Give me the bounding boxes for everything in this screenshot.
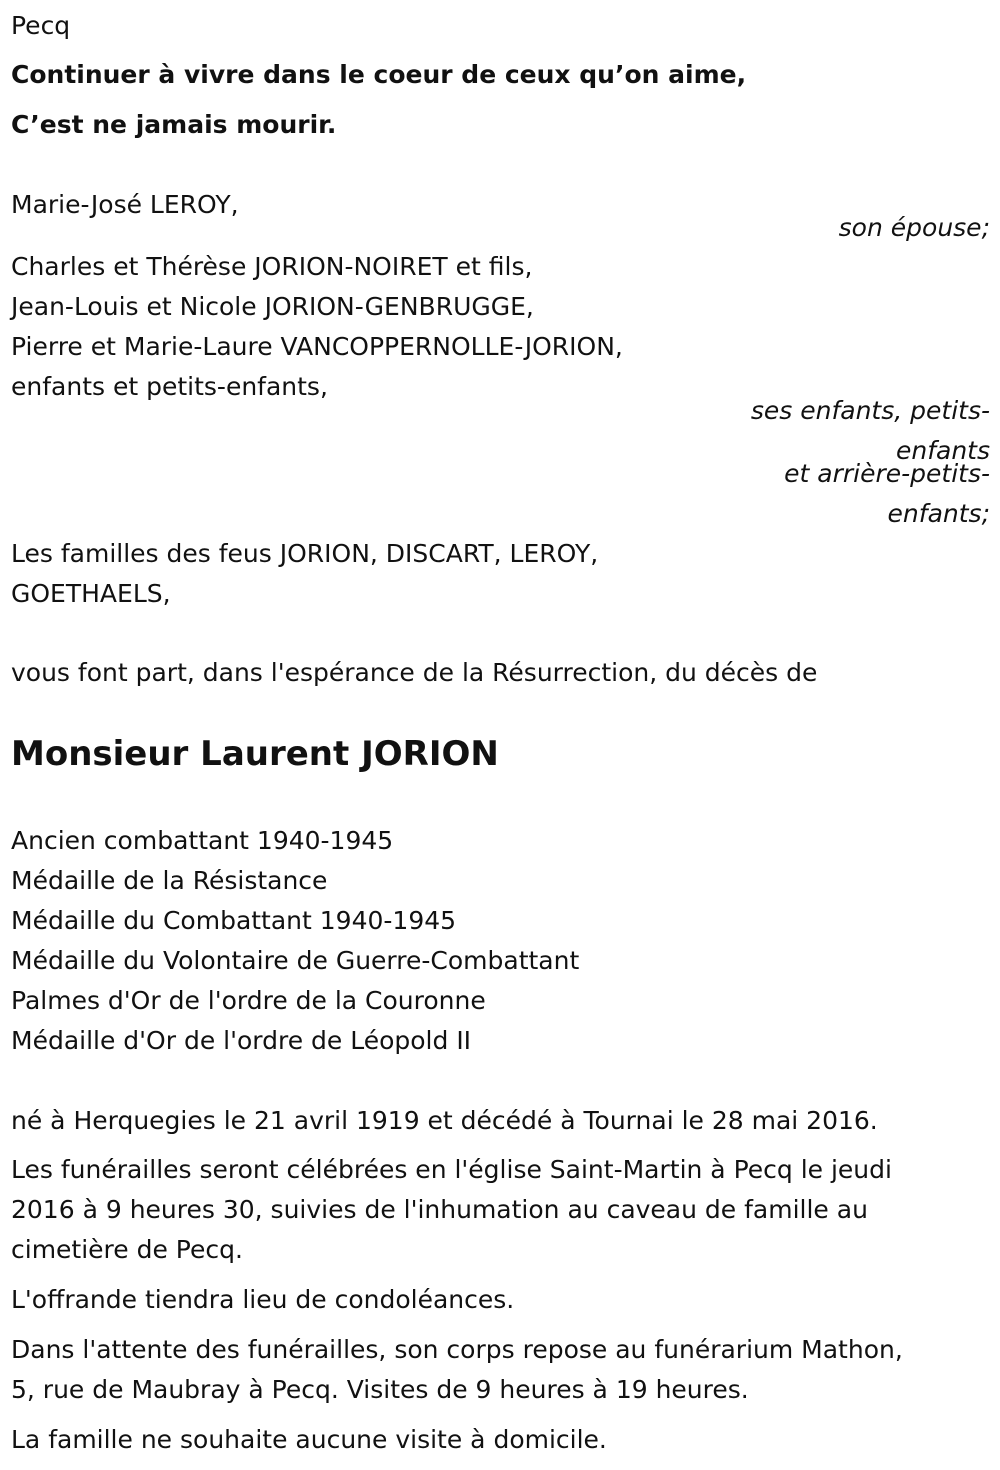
funeral-line: cimetière de Pecq. [11, 1235, 243, 1264]
spouse-relation: son épouse; [838, 213, 990, 242]
honor-item: Médaille du Combattant 1940-1945 [11, 906, 457, 935]
children-relation: enfants; [887, 499, 990, 528]
epigraph-line: C’est ne jamais mourir. [11, 110, 337, 139]
children-line: enfants et petits-enfants, [11, 372, 328, 401]
offering-note: L'offrande tiendra lieu de condoléances. [11, 1285, 515, 1314]
honor-item: Médaille de la Résistance [11, 866, 328, 895]
children-relation: et arrière-petits- [784, 459, 990, 488]
wake-line: 5, rue de Maubray à Pecq. Visites de 9 heures à 19 heures. [11, 1375, 749, 1404]
location-heading: Pecq [11, 11, 71, 40]
birth-death: né à Herquegies le 21 avril 1919 et décédé à Tournai le 28 mai 2016. [11, 1106, 878, 1135]
honor-item: Ancien combattant 1940-1945 [11, 826, 394, 855]
epigraph-line: Continuer à vivre dans le coeur de ceux qu’on aime, [11, 60, 747, 89]
children-line: Jean-Louis et Nicole JORION-GENBRUGGE, [11, 292, 534, 321]
funeral-line: 2016 à 9 heures 30, suivies de l'inhumation au caveau de famille au [11, 1195, 868, 1224]
families-line: Les familles des feus JORION, DISCART, LEROY, [11, 539, 599, 568]
honor-item: Palmes d'Or de l'ordre de la Couronne [11, 986, 486, 1015]
wake-line: Dans l'attente des funérailles, son corps repose au funérarium Mathon, [11, 1335, 903, 1364]
no-visit-note: La famille ne souhaite aucune visite à domicile. [11, 1425, 607, 1454]
children-relation: enfants [895, 436, 990, 465]
children-line: Charles et Thérèse JORION-NOIRET et fils, [11, 252, 533, 281]
spouse-name: Marie-José LEROY, [11, 190, 239, 219]
honor-item: Médaille du Volontaire de Guerre-Combattant [11, 946, 580, 975]
children-relation: ses enfants, petits- [750, 396, 990, 425]
children-line: Pierre et Marie-Laure VANCOPPERNOLLE-JORION, [11, 332, 623, 361]
deceased-name: Monsieur Laurent JORION [11, 734, 499, 774]
funeral-line: Les funérailles seront célébrées en l'église Saint-Martin à Pecq le jeudi [11, 1155, 892, 1184]
announcement: vous font part, dans l'espérance de la Résurrection, du décès de [11, 658, 818, 687]
honor-item: Médaille d'Or de l'ordre de Léopold II [11, 1026, 472, 1055]
families-line: GOETHAELS, [11, 579, 171, 608]
